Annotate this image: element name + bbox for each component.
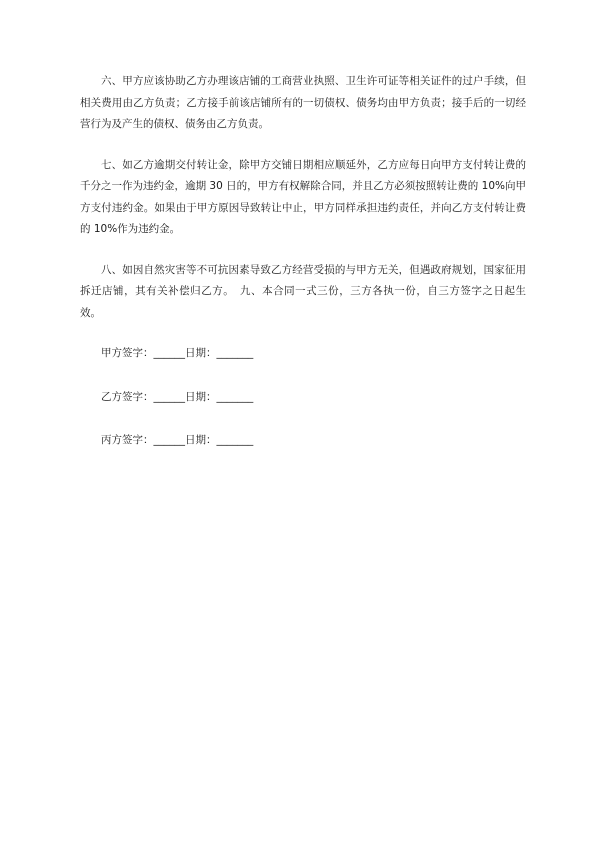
signature-line-party-c: 丙方签字：______日期：_______ <box>101 434 254 446</box>
signature-line-party-a: 甲方签字：______日期：_______ <box>101 347 254 359</box>
clause-six: 六、甲方应该协助乙方办理该店铺的工商营业执照、卫生许可证等相关证件的过户手续，但相关费用由乙方负责；乙方接手前该店铺所有的一切债权、债务均由甲方负责；接手后的一切经营行为及产生的债权、债务由乙方负责。 <box>80 75 526 130</box>
signature-block <box>80 343 526 452</box>
signature-line-party-b: 乙方签字：______日期：_______ <box>101 390 254 403</box>
clause-eight-nine: 八、如因自然灾害等不可抗因素导致乙方经营受损的与甲方无关，但遇政府规划，国家征用拆迁店铺，其有关补偿归乙方。 九、本合同一式三份，三方各执一份，自三方签字之日起生效。 <box>80 263 526 319</box>
clause-seven: 七、如乙方逾期交付转让金，除甲方交铺日期相应顺延外，乙方应每日向甲方支付转让费的千分之一作为违约金，逾期 30 日的，甲方有权解除合同，并且乙方必须按照转让费的 10%向甲方支付违约金。如果由于甲方原因导致转让中止，甲方同样承担违约责任，并向乙方支付转让费的 10%作为违约金。 <box>80 158 526 235</box>
contract-body <box>80 71 526 474</box>
